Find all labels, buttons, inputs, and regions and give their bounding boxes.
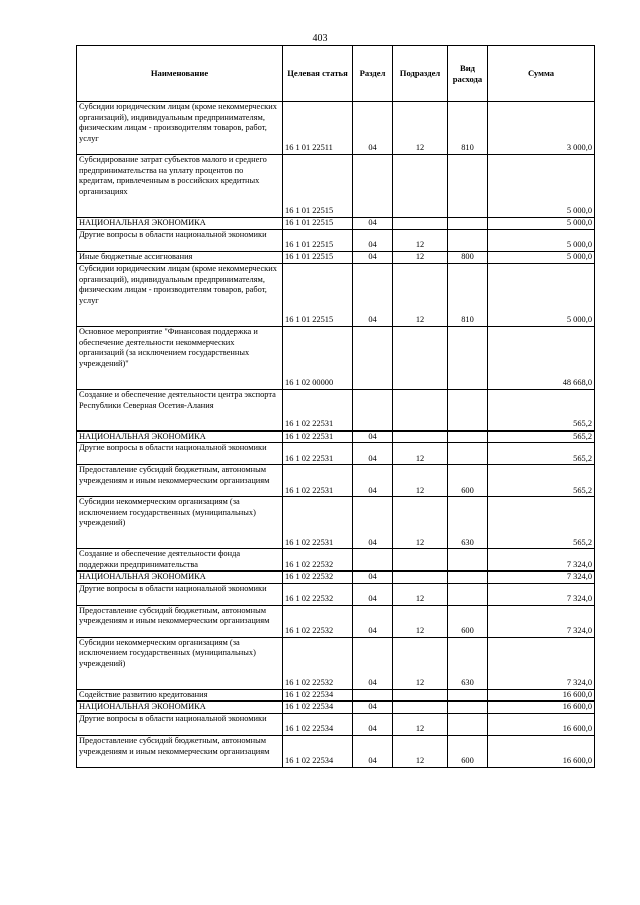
- row-subsection: 12: [393, 102, 448, 155]
- row-section: 04: [353, 714, 393, 736]
- table-row: [77, 689, 595, 701]
- row-expense-type: [448, 431, 488, 443]
- row-amount: 7 324,0: [488, 571, 595, 583]
- row-name: Иные бюджетные ассигнования: [77, 252, 283, 264]
- row-section: 04: [353, 230, 393, 252]
- row-amount: 565,2: [488, 431, 595, 443]
- row-section: 04: [353, 431, 393, 443]
- row-name: Предоставление субсидий бюджетным, автономным учреждениям и иным некоммерческим организациям: [77, 605, 283, 637]
- row-section: 04: [353, 465, 393, 497]
- row-subsection: [393, 218, 448, 230]
- row-amount: 565,2: [488, 465, 595, 497]
- row-expense-type: [448, 571, 488, 583]
- row-target-code: 16 1 02 22534: [283, 714, 353, 736]
- table-row: [77, 443, 595, 465]
- header-code: Целевая статья: [283, 46, 353, 102]
- table-row: [77, 605, 595, 637]
- row-target-code: 16 1 02 22532: [283, 571, 353, 583]
- row-name: Субсидирование затрат субъектов малого и среднего предпринимательства на уплату процентов по кредитам, привлеченным в российских кредитных организациях: [77, 155, 283, 218]
- row-target-code: 16 1 01 22515: [283, 264, 353, 327]
- row-target-code: 16 1 02 22534: [283, 701, 353, 713]
- row-name: Предоставление субсидий бюджетным, автономным учреждениям и иным некоммерческим организациям: [77, 736, 283, 768]
- row-name: Другие вопросы в области национальной экономики: [77, 583, 283, 605]
- row-subsection: [393, 390, 448, 431]
- table-row: [77, 701, 595, 713]
- header-name: Наименование: [77, 46, 283, 102]
- row-name: Предоставление субсидий бюджетным, автономным учреждениям и иным некоммерческим организациям: [77, 465, 283, 497]
- row-target-code: 16 1 02 22532: [283, 605, 353, 637]
- row-target-code: 16 1 02 22531: [283, 443, 353, 465]
- row-name: НАЦИОНАЛЬНАЯ ЭКОНОМИКА: [77, 431, 283, 443]
- row-name: Другие вопросы в области национальной экономики: [77, 714, 283, 736]
- row-amount: 5 000,0: [488, 252, 595, 264]
- row-amount: 7 324,0: [488, 637, 595, 689]
- row-section: 04: [353, 736, 393, 768]
- row-expense-type: [448, 549, 488, 572]
- row-amount: 3 000,0: [488, 102, 595, 155]
- row-subsection: 12: [393, 465, 448, 497]
- row-section: 04: [353, 583, 393, 605]
- row-section: 04: [353, 102, 393, 155]
- table-row: [77, 571, 595, 583]
- row-section: [353, 155, 393, 218]
- row-target-code: 16 1 01 22515: [283, 218, 353, 230]
- header-section: Раздел: [353, 46, 393, 102]
- table-row: [77, 637, 595, 689]
- table-row: [77, 736, 595, 768]
- row-amount: 5 000,0: [488, 218, 595, 230]
- row-subsection: [393, 689, 448, 701]
- row-target-code: 16 1 02 00000: [283, 327, 353, 390]
- row-expense-type: 600: [448, 605, 488, 637]
- row-amount: 16 600,0: [488, 689, 595, 701]
- row-amount: 7 324,0: [488, 549, 595, 572]
- row-amount: 565,2: [488, 443, 595, 465]
- row-subsection: [393, 431, 448, 443]
- budget-table: [76, 45, 595, 768]
- row-amount: 7 324,0: [488, 605, 595, 637]
- table-row: [77, 155, 595, 218]
- row-amount: 5 000,0: [488, 155, 595, 218]
- row-name: Субсидии некоммерческим организациям (за исключением государственных (муниципальных) учреждений): [77, 637, 283, 689]
- row-target-code: 16 1 02 22532: [283, 549, 353, 572]
- row-section: 04: [353, 443, 393, 465]
- row-amount: 5 000,0: [488, 230, 595, 252]
- row-subsection: [393, 327, 448, 390]
- row-amount: 565,2: [488, 390, 595, 431]
- header-amount: Сумма: [488, 46, 595, 102]
- table-row: [77, 465, 595, 497]
- row-subsection: 12: [393, 583, 448, 605]
- row-section: [353, 327, 393, 390]
- row-target-code: 16 1 01 22515: [283, 155, 353, 218]
- row-target-code: 16 1 02 22531: [283, 431, 353, 443]
- table-row: [77, 230, 595, 252]
- row-amount: 16 600,0: [488, 701, 595, 713]
- row-subsection: 12: [393, 443, 448, 465]
- table-row: [77, 252, 595, 264]
- row-subsection: 12: [393, 264, 448, 327]
- row-expense-type: 810: [448, 264, 488, 327]
- row-name: Основное мероприятие "Финансовая поддержка и обеспечение деятельности некоммерческих организаций (за исключением государственных учреждений)": [77, 327, 283, 390]
- row-section: [353, 549, 393, 572]
- table-row: [77, 549, 595, 572]
- table-header-row: [77, 46, 595, 102]
- row-name: Другие вопросы в области национальной экономики: [77, 443, 283, 465]
- table-row: [77, 102, 595, 155]
- row-subsection: [393, 549, 448, 572]
- table-row: [77, 327, 595, 390]
- row-expense-type: [448, 230, 488, 252]
- row-expense-type: [448, 218, 488, 230]
- table-row: [77, 264, 595, 327]
- row-name: Субсидии некоммерческим организациям (за исключением государственных (муниципальных) учреждений): [77, 497, 283, 549]
- row-section: 04: [353, 264, 393, 327]
- row-section: 04: [353, 701, 393, 713]
- row-expense-type: [448, 714, 488, 736]
- row-section: [353, 390, 393, 431]
- row-amount: 5 000,0: [488, 264, 595, 327]
- row-expense-type: [448, 689, 488, 701]
- table-row: [77, 714, 595, 736]
- row-target-code: 16 1 02 22532: [283, 637, 353, 689]
- row-amount: 7 324,0: [488, 583, 595, 605]
- row-subsection: 12: [393, 497, 448, 549]
- row-expense-type: [448, 327, 488, 390]
- row-expense-type: [448, 443, 488, 465]
- row-amount: 16 600,0: [488, 736, 595, 768]
- row-name: Создание и обеспечение деятельности фонда поддержки предпринимательства: [77, 549, 283, 572]
- table-row: [77, 431, 595, 443]
- row-amount: 48 668,0: [488, 327, 595, 390]
- row-target-code: 16 1 01 22511: [283, 102, 353, 155]
- row-target-code: 16 1 02 22531: [283, 390, 353, 431]
- row-name: Другие вопросы в области национальной экономики: [77, 230, 283, 252]
- row-name: НАЦИОНАЛЬНАЯ ЭКОНОМИКА: [77, 701, 283, 713]
- row-subsection: 12: [393, 714, 448, 736]
- row-section: [353, 689, 393, 701]
- row-subsection: 12: [393, 605, 448, 637]
- row-expense-type: [448, 701, 488, 713]
- row-expense-type: 800: [448, 252, 488, 264]
- row-expense-type: 600: [448, 465, 488, 497]
- row-name: Создание и обеспечение деятельности центра экспорта Республики Северная Осетия-Алания: [77, 390, 283, 431]
- row-subsection: 12: [393, 252, 448, 264]
- page-number: 403: [312, 33, 328, 44]
- row-target-code: 16 1 02 22531: [283, 497, 353, 549]
- row-name: НАЦИОНАЛЬНАЯ ЭКОНОМИКА: [77, 571, 283, 583]
- row-section: 04: [353, 571, 393, 583]
- row-section: 04: [353, 497, 393, 549]
- row-target-code: 16 1 02 22531: [283, 465, 353, 497]
- row-expense-type: 810: [448, 102, 488, 155]
- row-section: 04: [353, 218, 393, 230]
- row-target-code: 16 1 02 22532: [283, 583, 353, 605]
- row-section: 04: [353, 605, 393, 637]
- row-expense-type: 600: [448, 736, 488, 768]
- row-name: Содействие развитию кредитования: [77, 689, 283, 701]
- row-target-code: 16 1 01 22515: [283, 252, 353, 264]
- row-subsection: [393, 701, 448, 713]
- row-name: Субсидии юридическим лицам (кроме некоммерческих организаций), индивидуальным предпринимателям, физическим лицам - производителям товаров, работ, услуг: [77, 102, 283, 155]
- row-subsection: 12: [393, 637, 448, 689]
- row-amount: 16 600,0: [488, 714, 595, 736]
- row-name: Субсидии юридическим лицам (кроме некоммерческих организаций), индивидуальным предпринимателям, физическим лицам - производителям товаров, работ, услуг: [77, 264, 283, 327]
- row-expense-type: [448, 583, 488, 605]
- row-section: 04: [353, 637, 393, 689]
- row-expense-type: 630: [448, 497, 488, 549]
- row-amount: 565,2: [488, 497, 595, 549]
- table-row: [77, 497, 595, 549]
- row-subsection: [393, 155, 448, 218]
- row-subsection: [393, 571, 448, 583]
- row-target-code: 16 1 01 22515: [283, 230, 353, 252]
- table-row: [77, 583, 595, 605]
- header-subsection: Подраздел: [393, 46, 448, 102]
- header-expense-type: Вид расхода: [448, 46, 488, 102]
- table-row: [77, 218, 595, 230]
- row-expense-type: 630: [448, 637, 488, 689]
- row-expense-type: [448, 390, 488, 431]
- row-subsection: 12: [393, 736, 448, 768]
- row-target-code: 16 1 02 22534: [283, 736, 353, 768]
- row-name: НАЦИОНАЛЬНАЯ ЭКОНОМИКА: [77, 218, 283, 230]
- row-target-code: 16 1 02 22534: [283, 689, 353, 701]
- row-section: 04: [353, 252, 393, 264]
- row-subsection: 12: [393, 230, 448, 252]
- table-row: [77, 390, 595, 431]
- row-expense-type: [448, 155, 488, 218]
